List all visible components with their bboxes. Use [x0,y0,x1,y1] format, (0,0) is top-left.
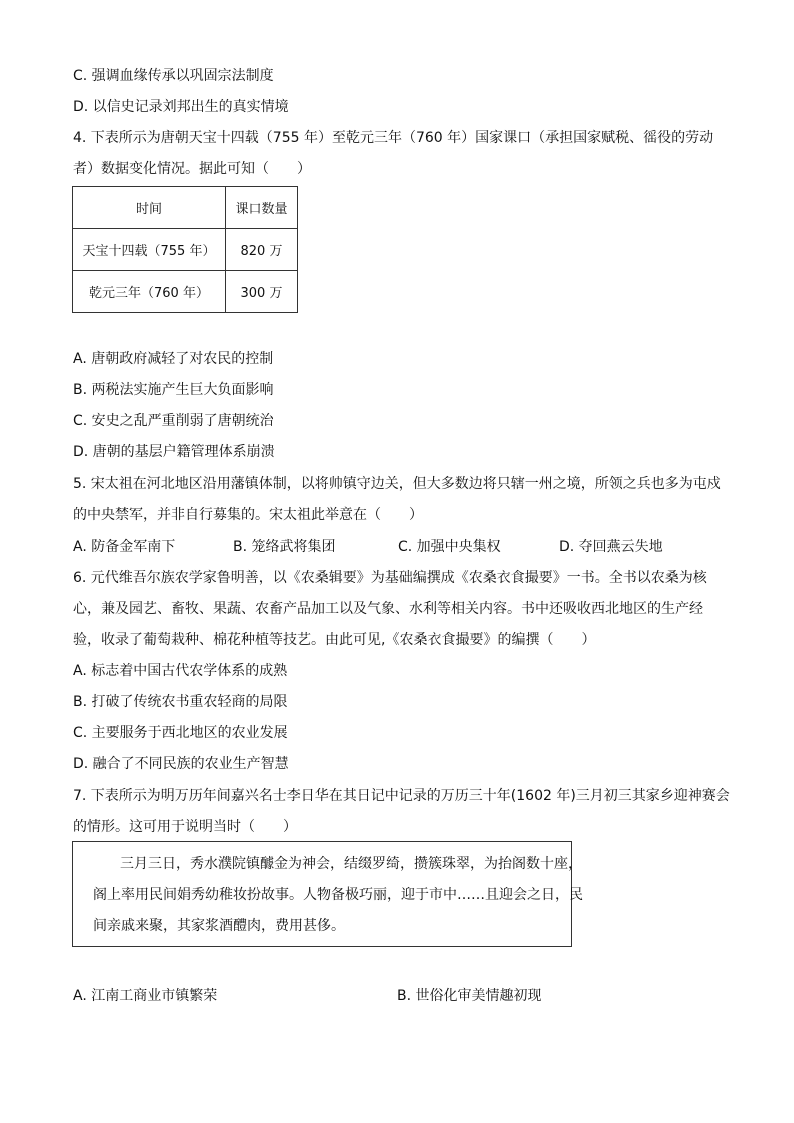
q7-stem-line-2: 的情形。这可用于说明当时（ ） [73,819,297,835]
q5-stem-line-1: 5. 宋太祖在河北地区沿用藩镇体制，以将帅镇守边关，但大多数边将只辖一州之境，所领之兵也多为屯戍 [73,476,721,492]
table-row [73,271,298,313]
q6-stem-line-1: 6. 元代维吾尔族农学家鲁明善，以《农桑辑要》为基础编撰成《农桑衣食撮要》一书。全书以农桑为核 [73,570,707,586]
table-row [73,229,298,271]
table-cell: 820 万 [226,229,298,271]
q4-data-table [72,186,298,313]
q7-option-b: B. 世俗化审美情趣初现 [397,988,542,1004]
table-header-cell: 时间 [73,187,226,229]
q6-option-c: C. 主要服务于西北地区的农业发展 [73,725,288,741]
q7-option-a: A. 江南工商业市镇繁荣 [73,988,218,1004]
q4-option-c: C. 安史之乱严重削弱了唐朝统治 [73,413,274,429]
q5-stem-line-2: 的中央禁军，并非自行募集的。宋太祖此举意在（ ） [73,507,423,523]
q7-stem-line-1: 7. 下表所示为明万历年间嘉兴名士李日华在其日记中记录的万历三十年(1602 年)三月初三其家乡迎神赛会 [73,788,730,804]
q6-option-d: D. 融合了不同民族的农业生产智慧 [73,756,289,772]
quote-line-3: 间亲戚来聚，其家浆酒醴肉，费用甚侈。 [93,918,345,934]
table-cell: 乾元三年（760 年） [73,271,226,313]
q5-option-a: A. 防备金军南下 [73,539,176,555]
table-header-cell: 课口数量 [226,187,298,229]
table-cell: 天宝十四载（755 年） [73,229,226,271]
q5-option-c: C. 加强中央集权 [398,539,501,555]
q5-option-d: D. 夺回燕云失地 [559,539,663,555]
q6-option-a: A. 标志着中国古代农学体系的成熟 [73,663,288,679]
q7-quote-box [72,841,583,947]
q4-stem-line-1: 4. 下表所示为唐朝天宝十四载（755 年）至乾元三年（760 年）国家课口（承担国家赋税、徭役的劳动 [73,130,714,146]
quote-line-2: 阁上率用民间娟秀幼稚妆扮故事。人物备极巧丽，迎于市中……且迎会之日，民 [93,887,583,903]
table-header-row [73,187,298,229]
q6-stem-line-2: 心，兼及园艺、畜牧、果蔬、农畜产品加工以及气象、水利等相关内容。书中还吸收西北地区的生产经 [73,601,703,617]
quote-line-1: 三月三日，秀水濮院镇醵金为神会，结缀罗绮，攒簇珠翠，为抬阁数十座， [120,856,582,872]
q6-option-b: B. 打破了传统农书重农轻商的局限 [73,694,288,710]
q6-stem-line-3: 验，收录了葡萄栽种、棉花种植等技艺。由此可见,《农桑衣食撮要》的编撰（ ） [73,632,596,648]
q4-stem-line-2: 者）数据变化情况。据此可知（ ） [73,161,311,177]
prev-option-c: C. 强调血缘传承以巩固宗法制度 [73,68,274,84]
table-cell: 300 万 [226,271,298,313]
q4-option-d: D. 唐朝的基层户籍管理体系崩溃 [73,444,275,460]
q4-option-b: B. 两税法实施产生巨大负面影响 [73,382,274,398]
q4-option-a: A. 唐朝政府减轻了对农民的控制 [73,351,274,367]
q5-option-b: B. 笼络武将集团 [233,539,336,555]
prev-option-d: D. 以信史记录刘邦出生的真实情境 [73,99,289,115]
